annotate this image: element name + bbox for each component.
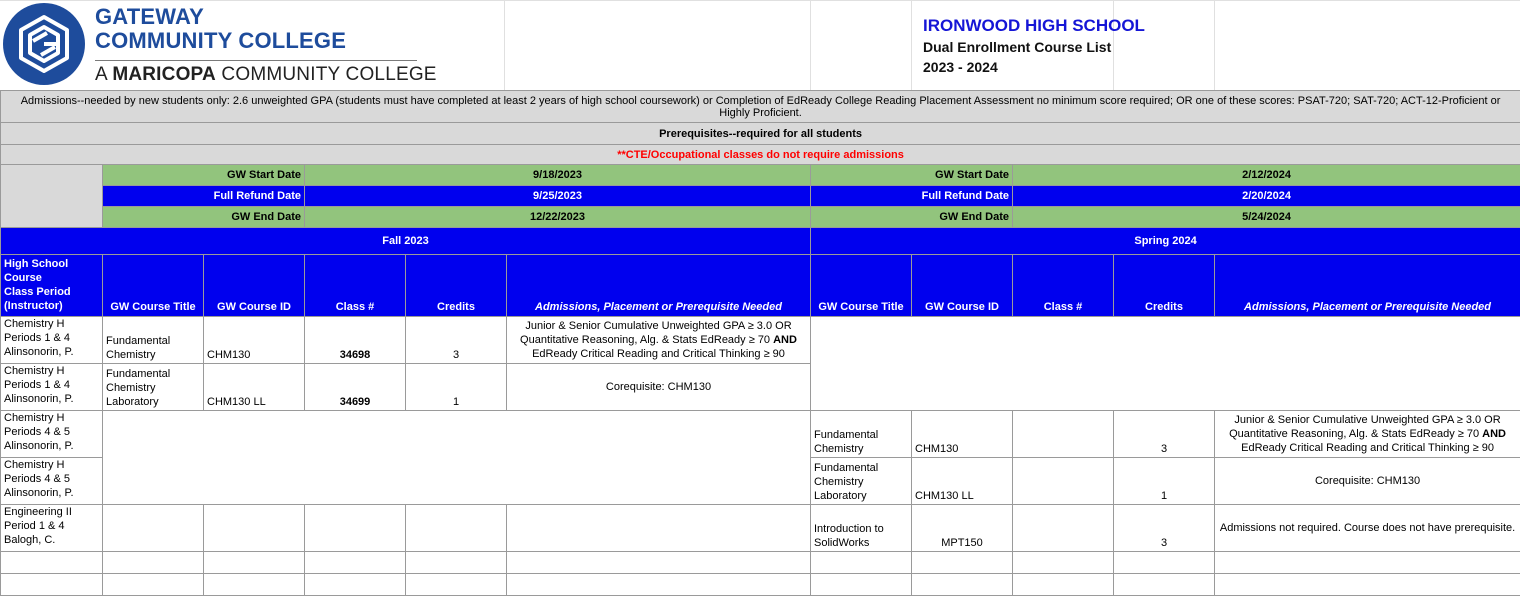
fall-credits-cell[interactable] bbox=[406, 505, 507, 552]
hs-course-cell[interactable]: Engineering II Period 1 & 4 Balogh, C. bbox=[1, 505, 103, 552]
fall-class-cell[interactable]: 34699 bbox=[305, 364, 406, 411]
fall-start-label[interactable]: GW Start Date bbox=[103, 165, 305, 186]
spring-start-date[interactable]: 2/12/2024 bbox=[1013, 165, 1520, 186]
grid-line bbox=[1113, 0, 1114, 90]
req-text: Junior & Senior Cumulative Unweighted GPA ≥ 3.0 OR Quantitative Reasoning, Alg. & Stats EdReady ≥ 70 bbox=[520, 320, 792, 346]
course-table bbox=[0, 90, 1520, 596]
empty-cell[interactable] bbox=[204, 552, 305, 574]
req-and: AND bbox=[773, 334, 797, 346]
school-year: 2023 - 2024 bbox=[923, 59, 998, 75]
grid-line bbox=[1214, 0, 1215, 90]
hs-course-cell[interactable]: Chemistry H Periods 1 & 4 Alinsonorin, P. bbox=[1, 364, 103, 411]
empty-cell[interactable] bbox=[912, 552, 1013, 574]
affiliation-suffix: COMMUNITY COLLEGE bbox=[215, 64, 437, 85]
grid-line bbox=[504, 0, 505, 90]
empty-cell[interactable] bbox=[912, 574, 1013, 596]
admissions-notice[interactable]: Admissions--needed by new students only: 2.6 unweighted GPA (students must have completed at least 2 years of high school coursework) or Completion of EdReady College Reading Placement Assessment no minimum score required; OR one of these scores: PSAT-720; SAT-720; ACT-12-Proficient or Highly Proficient. bbox=[1, 91, 1520, 123]
empty-cell[interactable] bbox=[103, 552, 204, 574]
spring-title-cell[interactable]: Introduction to SolidWorks bbox=[811, 505, 912, 552]
empty-cell[interactable] bbox=[1114, 552, 1215, 574]
spring-class-cell[interactable] bbox=[1013, 458, 1114, 505]
col-spring-credits[interactable]: Credits bbox=[1114, 255, 1215, 317]
empty-cell[interactable] bbox=[811, 574, 912, 596]
spring-credits-cell[interactable]: 3 bbox=[1114, 505, 1215, 552]
end-date-row bbox=[1, 207, 1520, 228]
table-row bbox=[1, 317, 1520, 364]
empty-cell[interactable] bbox=[1114, 574, 1215, 596]
list-title: Dual Enrollment Course List bbox=[923, 39, 1112, 55]
empty-cell[interactable] bbox=[507, 552, 811, 574]
empty-row bbox=[1, 552, 1520, 574]
spring-refund-label[interactable]: Full Refund Date bbox=[811, 186, 1013, 207]
hs-course-cell[interactable]: Chemistry H Periods 1 & 4 Alinsonorin, P. bbox=[1, 317, 103, 364]
empty-cell[interactable] bbox=[1215, 552, 1520, 574]
fall-requirement-cell[interactable]: Corequisite: CHM130 bbox=[507, 364, 811, 411]
col-fall-title[interactable]: GW Course Title bbox=[103, 255, 204, 317]
spring-requirement-cell[interactable] bbox=[1215, 411, 1520, 458]
college-logo-icon bbox=[3, 3, 85, 85]
affiliation-prefix: A bbox=[95, 64, 113, 85]
empty-cell[interactable] bbox=[1, 552, 103, 574]
admissions-row bbox=[1, 91, 1520, 123]
spring-end-label[interactable]: GW End Date bbox=[811, 207, 1013, 228]
req-text: EdReady Critical Reading and Critical Thinking ≥ 90 bbox=[1241, 442, 1494, 454]
prerequisites-row bbox=[1, 123, 1520, 145]
refund-date-row bbox=[1, 186, 1520, 207]
column-header-row bbox=[1, 255, 1520, 317]
school-name: IRONWOOD HIGH SCHOOL bbox=[923, 16, 1145, 35]
fall-title-cell[interactable] bbox=[103, 505, 204, 552]
spring-id-cell[interactable]: CHM130 LL bbox=[912, 458, 1013, 505]
cte-row bbox=[1, 145, 1520, 165]
spring-requirement-cell[interactable]: Admissions not required. Course does not have prerequisite. bbox=[1215, 505, 1520, 552]
spring-refund-date[interactable]: 2/20/2024 bbox=[1013, 186, 1520, 207]
college-name-line1: GATEWAY bbox=[95, 4, 204, 29]
fall-id-cell[interactable]: CHM130 LL bbox=[204, 364, 305, 411]
req-text: EdReady Critical Reading and Critical Thinking ≥ 90 bbox=[532, 348, 785, 360]
affiliation-maricopa: MARICOPA bbox=[112, 64, 216, 85]
empty-cell[interactable] bbox=[1013, 574, 1114, 596]
empty-cell[interactable] bbox=[507, 574, 811, 596]
hs-course-cell[interactable]: Chemistry H Periods 4 & 5 Alinsonorin, P. bbox=[1, 458, 103, 505]
empty-cell[interactable] bbox=[1215, 574, 1520, 596]
col-spring-id[interactable]: GW Course ID bbox=[912, 255, 1013, 317]
spring-title-cell[interactable]: Fundamental Chemistry bbox=[811, 411, 912, 458]
empty-row bbox=[1, 574, 1520, 596]
fall-class-cell[interactable]: 34698 bbox=[305, 317, 406, 364]
spring-title-cell[interactable]: Fundamental Chemistry Laboratory bbox=[811, 458, 912, 505]
col-spring-class[interactable]: Class # bbox=[1013, 255, 1114, 317]
spring-end-date[interactable]: 5/24/2024 bbox=[1013, 207, 1520, 228]
term-row bbox=[1, 228, 1520, 255]
fall-end-date[interactable]: 12/22/2023 bbox=[305, 207, 811, 228]
hs-course-cell[interactable]: Chemistry H Periods 4 & 5 Alinsonorin, P. bbox=[1, 411, 103, 458]
empty-cell[interactable] bbox=[204, 574, 305, 596]
empty-cell[interactable] bbox=[1, 574, 103, 596]
grid-line bbox=[911, 0, 912, 90]
fall-refund-label[interactable]: Full Refund Date bbox=[103, 186, 305, 207]
spring-start-label[interactable]: GW Start Date bbox=[811, 165, 1013, 186]
col-hs-course[interactable]: High School Course Class Period (Instructor) bbox=[1, 255, 103, 317]
cte-notice[interactable]: **CTE/Occupational classes do not require admissions bbox=[1, 145, 1520, 165]
fall-empty-block[interactable] bbox=[103, 411, 811, 505]
college-name-line2: COMMUNITY COLLEGE bbox=[95, 28, 347, 53]
col-fall-admissions[interactable]: Admissions, Placement or Prerequisite Needed bbox=[507, 255, 811, 317]
spring-class-cell[interactable] bbox=[1013, 411, 1114, 458]
fall-start-date[interactable]: 9/18/2023 bbox=[305, 165, 811, 186]
req-and: AND bbox=[1482, 428, 1506, 440]
spring-requirement-cell[interactable]: Corequisite: CHM130 bbox=[1215, 458, 1520, 505]
empty-cell[interactable] bbox=[103, 574, 204, 596]
fall-refund-date[interactable]: 9/25/2023 bbox=[305, 186, 811, 207]
fall-requirement-cell[interactable] bbox=[507, 317, 811, 364]
grid-line bbox=[0, 0, 1520, 1]
col-fall-id[interactable]: GW Course ID bbox=[204, 255, 305, 317]
spring-id-cell[interactable]: MPT150 bbox=[912, 505, 1013, 552]
fall-end-label[interactable]: GW End Date bbox=[103, 207, 305, 228]
empty-cell[interactable] bbox=[305, 552, 406, 574]
spring-credits-cell[interactable]: 1 bbox=[1114, 458, 1215, 505]
fall-title-cell[interactable]: Fundamental Chemistry Laboratory bbox=[103, 364, 204, 411]
fall-title-cell[interactable]: Fundamental Chemistry bbox=[103, 317, 204, 364]
spring-id-cell[interactable]: CHM130 bbox=[912, 411, 1013, 458]
spring-empty-block[interactable] bbox=[811, 317, 1520, 411]
fall-id-cell[interactable]: CHM130 bbox=[204, 317, 305, 364]
fall-credits-cell[interactable]: 3 bbox=[406, 317, 507, 364]
empty-cell[interactable] bbox=[406, 574, 507, 596]
logo-divider bbox=[95, 60, 417, 61]
fall-requirement-cell[interactable] bbox=[507, 505, 811, 552]
empty-cell[interactable] bbox=[305, 574, 406, 596]
fall-credits-cell[interactable]: 1 bbox=[406, 364, 507, 411]
col-spring-title[interactable]: GW Course Title bbox=[811, 255, 912, 317]
spring-term-header[interactable]: Spring 2024 bbox=[811, 228, 1520, 255]
college-affiliation bbox=[95, 64, 437, 86]
col-fall-class[interactable]: Class # bbox=[305, 255, 406, 317]
empty-cell[interactable] bbox=[406, 552, 507, 574]
date-block-spacer[interactable] bbox=[1, 165, 103, 228]
start-date-row bbox=[1, 165, 1520, 186]
col-spring-admissions[interactable]: Admissions, Placement or Prerequisite Needed bbox=[1215, 255, 1520, 317]
grid-line bbox=[810, 0, 811, 90]
fall-term-header[interactable]: Fall 2023 bbox=[1, 228, 811, 255]
col-fall-credits[interactable]: Credits bbox=[406, 255, 507, 317]
spring-credits-cell[interactable]: 3 bbox=[1114, 411, 1215, 458]
spring-class-cell[interactable] bbox=[1013, 505, 1114, 552]
sheet-header bbox=[0, 0, 1520, 90]
empty-cell[interactable] bbox=[811, 552, 912, 574]
prerequisites-notice[interactable]: Prerequisites--required for all students bbox=[1, 123, 1520, 145]
empty-cell[interactable] bbox=[1013, 552, 1114, 574]
req-text: Junior & Senior Cumulative Unweighted GPA ≥ 3.0 OR Quantitative Reasoning, Alg. & Stats EdReady ≥ 70 bbox=[1229, 414, 1501, 440]
table-row bbox=[1, 505, 1520, 552]
fall-id-cell[interactable] bbox=[204, 505, 305, 552]
table-row bbox=[1, 411, 1520, 458]
fall-class-cell[interactable] bbox=[305, 505, 406, 552]
